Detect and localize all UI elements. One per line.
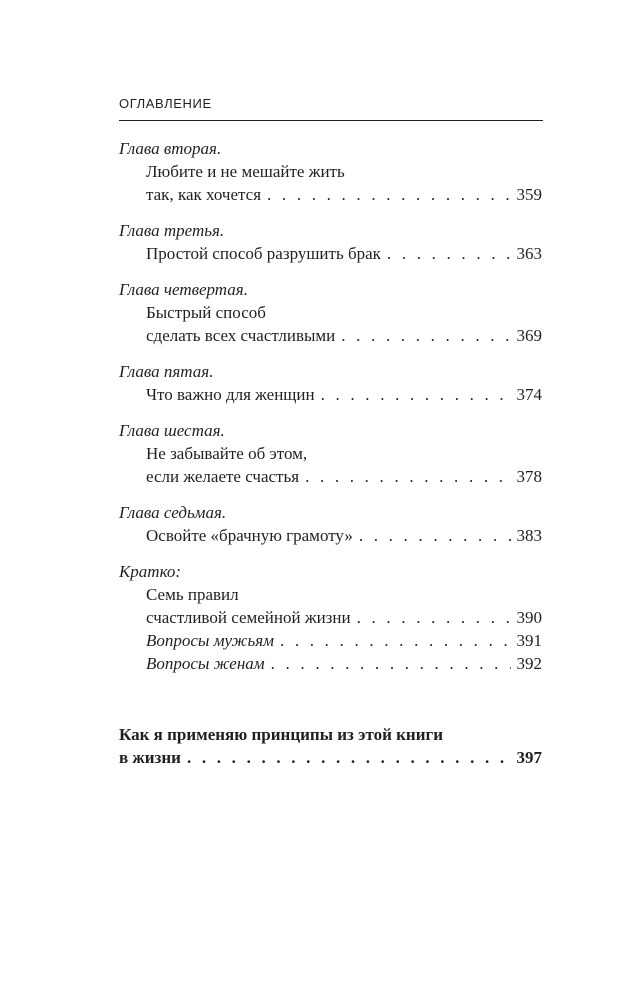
page-number: 363	[516, 244, 542, 263]
toc-entry-line: Не забывайте об этом,	[146, 444, 308, 463]
toc-chapter	[119, 501, 542, 547]
page-number: 391	[516, 631, 542, 650]
chapter-title: Глава четвертая.	[119, 280, 248, 299]
toc-leader-line	[119, 746, 542, 769]
toc-entry[interactable]	[119, 383, 542, 406]
toc-entry-line: Освойте «брачную грамоту»	[146, 526, 353, 545]
toc-chapter	[119, 278, 542, 347]
dot-leader	[357, 606, 511, 629]
toc-entry[interactable]	[119, 629, 542, 652]
toc-entry[interactable]	[119, 160, 542, 206]
toc-entry-line: сделать всех счастливыми	[146, 326, 336, 345]
dot-leader	[271, 652, 511, 675]
toc-entry-line: Вопросы женам	[146, 654, 265, 673]
toc-entry-line: так, как хочется	[146, 185, 262, 204]
toc-leader-line	[146, 465, 542, 488]
toc-entry-line: Что важно для женщин	[146, 385, 315, 404]
chapter-title: Глава седьмая.	[119, 503, 227, 522]
toc-chapter	[119, 219, 542, 265]
toc-entry-line: если желаете счастья	[146, 467, 300, 486]
chapter-title: Глава вторая.	[119, 139, 222, 158]
chapter-title: Кратко:	[119, 562, 182, 581]
toc-entry-line: в жизни	[119, 748, 181, 767]
chapter-title: Глава шестая.	[119, 421, 225, 440]
dot-leader	[305, 465, 510, 488]
toc-entry-line: Любите и не мешайте жить	[146, 162, 345, 181]
page-number: 397	[516, 748, 542, 767]
toc-entry[interactable]	[119, 442, 542, 488]
toc-leader-line	[146, 524, 542, 547]
chapter-title: Глава третья.	[119, 221, 225, 240]
chapter-title: Глава пятая.	[119, 362, 214, 381]
toc-entry[interactable]	[119, 301, 542, 347]
toc-chapter	[119, 419, 542, 488]
dot-leader	[321, 383, 511, 406]
dot-leader	[267, 183, 510, 206]
toc-leader-line	[146, 652, 542, 675]
toc-header: ОГЛАВЛЕНИЕ	[119, 96, 212, 111]
toc-leader-line	[146, 242, 542, 265]
toc-entry-line: Вопросы мужьям	[146, 631, 274, 650]
toc-leader-line	[146, 183, 542, 206]
toc-entry[interactable]	[119, 524, 542, 547]
dot-leader	[387, 242, 511, 265]
table-of-contents	[119, 137, 542, 688]
toc-entry-line: Семь правил	[146, 585, 239, 604]
toc-entry[interactable]	[119, 242, 542, 265]
page-number: 390	[516, 608, 542, 627]
page-number: 369	[516, 326, 542, 345]
page-number: 374	[516, 385, 542, 404]
toc-leader-line	[146, 606, 542, 629]
toc-leader-line	[146, 324, 542, 347]
toc-entry[interactable]	[119, 583, 542, 629]
toc-leader-line	[146, 383, 542, 406]
dot-leader	[359, 524, 511, 547]
page-number: 359	[516, 185, 542, 204]
dot-leader	[280, 629, 511, 652]
toc-entry[interactable]	[119, 652, 542, 675]
page-number: 378	[516, 467, 542, 486]
toc-entry-line: счастливой семейной жизни	[146, 608, 351, 627]
header-rule	[119, 120, 543, 121]
final-toc-entry[interactable]	[119, 723, 542, 769]
page-number: 383	[516, 526, 542, 545]
dot-leader	[341, 324, 510, 347]
toc-chapter	[119, 560, 542, 675]
toc-entry-line: Быстрый способ	[146, 303, 266, 322]
toc-chapter	[119, 360, 542, 406]
page-number: 392	[516, 654, 542, 673]
dot-leader	[187, 746, 511, 769]
toc-chapter	[119, 137, 542, 206]
toc-leader-line	[146, 629, 542, 652]
toc-entry-line: Простой способ разрушить брак	[146, 244, 381, 263]
toc-entry-line: Как я применяю принципы из этой книги	[119, 725, 444, 744]
